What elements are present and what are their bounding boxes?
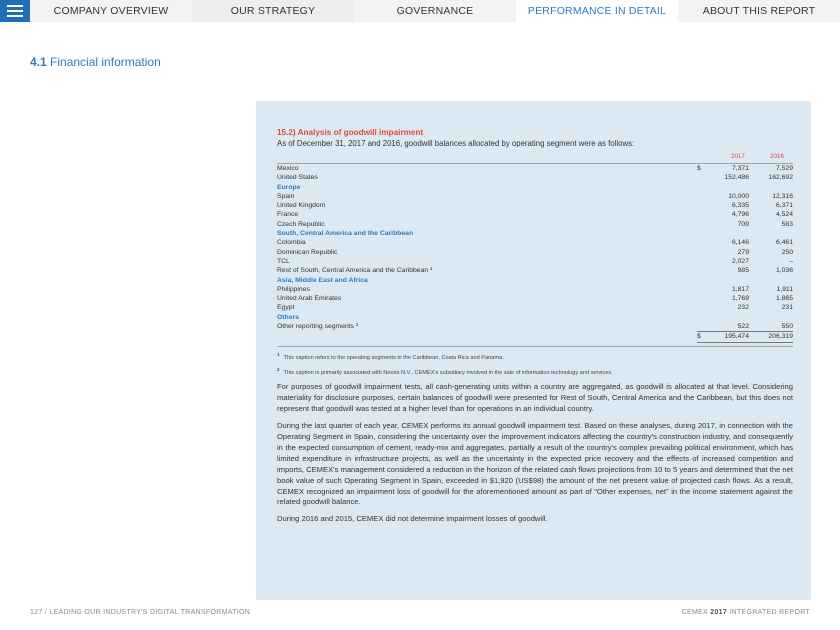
table-group-row	[277, 276, 793, 285]
currency-symbol	[697, 248, 713, 257]
value-2016: 162,692	[768, 174, 793, 182]
spacer	[749, 164, 757, 174]
row-label: Other reporting segments ²	[277, 323, 359, 331]
table-row	[277, 164, 793, 174]
table-row	[277, 257, 793, 266]
row-label: Dominican Republic	[277, 248, 338, 256]
year-2017-label: 2017	[731, 153, 745, 160]
table-row	[277, 303, 793, 312]
tab-company-overview[interactable]: COMPANY OVERVIEW	[30, 0, 192, 22]
currency-symbol	[697, 303, 713, 312]
section-title-text: Financial information	[50, 55, 161, 69]
body-paragraph: During 2016 and 2015, CEMEX did not determine impairment losses of goodwill.	[277, 514, 548, 524]
total-label-empty	[277, 332, 697, 342]
value-2017: 2,027	[731, 257, 749, 265]
table-row	[277, 201, 793, 210]
table-row	[277, 210, 793, 219]
spacer	[749, 294, 757, 303]
currency-symbol	[697, 173, 713, 182]
table-group-row	[277, 229, 793, 238]
table-row	[277, 285, 793, 294]
value-2017	[713, 183, 749, 192]
currency-symbol	[697, 201, 713, 210]
value-2016: 583	[781, 220, 793, 228]
currency-symbol	[697, 257, 713, 266]
spacer	[749, 238, 757, 247]
footnote	[277, 351, 793, 362]
value-2017: 1,817	[731, 285, 749, 293]
row-label: South, Central America and the Caribbean	[277, 230, 414, 238]
table-row	[277, 173, 793, 182]
value-2017: 6,146	[731, 239, 749, 247]
spacer	[749, 322, 757, 332]
currency-symbol	[697, 220, 713, 229]
row-label: Asia, Middle East and Africa	[277, 276, 368, 284]
value-2017: 279	[737, 248, 749, 256]
value-2017: 4,796	[731, 211, 749, 219]
value-2016: 1,036	[775, 267, 793, 275]
tab-performance-in-detail[interactable]: PERFORMANCE IN DETAIL	[516, 0, 678, 22]
currency-symbol	[697, 210, 713, 219]
table-row	[277, 238, 793, 247]
row-label: Europe	[277, 183, 301, 191]
tab-about-this-report[interactable]: ABOUT THIS REPORT	[678, 0, 840, 22]
spacer	[749, 220, 757, 229]
currency-symbol	[697, 266, 713, 275]
footer-brand: CEMEX	[681, 609, 709, 616]
footer-right	[682, 609, 810, 616]
total-currency: $	[697, 332, 713, 342]
currency-symbol	[697, 183, 713, 192]
value-2017: 1,769	[731, 295, 749, 303]
value-2017: 985	[737, 267, 749, 275]
value-2016: –	[789, 257, 793, 265]
table-row	[277, 322, 793, 332]
page-number: 127	[30, 609, 43, 616]
spacer	[749, 210, 757, 219]
section-title	[30, 55, 161, 69]
spacer	[749, 183, 757, 192]
row-label: Mexico	[277, 164, 697, 174]
footnote-text: This caption is primarily associated with Neoris N.V., CEMEX's subsidiary involved in the sale of information technology and services.	[283, 369, 613, 376]
spacer	[749, 303, 757, 312]
currency-symbol	[697, 229, 713, 238]
footer-report-name: INTEGRATED REPORT	[729, 609, 810, 616]
currency-symbol	[697, 294, 713, 303]
row-label: France	[277, 211, 299, 219]
hamburger-menu-icon[interactable]	[0, 0, 30, 22]
spacer	[749, 266, 757, 275]
footnote-divider	[277, 346, 793, 347]
value-2016	[757, 276, 793, 285]
year-header	[277, 152, 793, 163]
footer-separator: /	[44, 609, 48, 616]
currency-symbol	[697, 276, 713, 285]
value-2017: 709	[737, 220, 749, 228]
value-2016: 231	[781, 304, 793, 312]
note-intro: As of December 31, 2017 and 2016, goodwill balances allocated by operating segment were as follows:	[277, 139, 635, 148]
value-2017: 152,486	[724, 174, 749, 182]
total-2016: 206,319	[757, 332, 793, 342]
total-2017: 195,474	[713, 332, 749, 342]
row-label: TCL	[277, 257, 290, 265]
row-label: Rest of South, Central America and the Caribbean ¹	[277, 267, 433, 275]
footnote	[277, 366, 793, 377]
value-2016: 6,371	[775, 202, 793, 210]
spacer	[749, 276, 757, 285]
section-number: 4.1	[30, 55, 47, 69]
spacer	[749, 313, 757, 322]
value-2017	[713, 313, 749, 322]
value-2017: 6,335	[731, 202, 749, 210]
table-row	[277, 294, 793, 303]
spacer	[749, 257, 757, 266]
row-label: Colombia	[277, 239, 306, 247]
row-label: United Kingdom	[277, 202, 326, 210]
row-label: Czech Republic	[277, 220, 325, 228]
spacer	[749, 173, 757, 182]
value-2016: 6,461	[775, 239, 793, 247]
table-row	[277, 192, 793, 201]
spacer	[749, 332, 757, 342]
top-navigation	[0, 0, 840, 22]
value-2017: 7,371	[713, 164, 749, 174]
row-label: Spain	[277, 192, 295, 200]
spacer	[749, 229, 757, 238]
currency-symbol	[697, 322, 713, 332]
tab-governance[interactable]: GOVERNANCE	[354, 0, 516, 22]
value-2017: 232	[737, 304, 749, 312]
goodwill-table	[277, 163, 793, 343]
value-2016	[757, 229, 793, 238]
value-2016: 550	[781, 323, 793, 331]
spacer	[749, 201, 757, 210]
total-row	[277, 332, 793, 342]
goodwill-note	[277, 128, 793, 525]
footer-tagline: LEADING OUR INDUSTRY'S DIGITAL TRANSFORMATION	[49, 609, 251, 616]
spacer	[749, 248, 757, 257]
value-2016	[757, 183, 793, 192]
year-2016-label: 2016	[770, 153, 784, 160]
row-label: United States	[277, 174, 318, 182]
table-group-row	[277, 183, 793, 192]
table-row	[277, 248, 793, 257]
table-row	[277, 266, 793, 275]
footnotes	[277, 351, 793, 377]
row-label: Egypt	[277, 304, 295, 312]
value-2016: 4,524	[775, 211, 793, 219]
value-2017: 522	[737, 323, 749, 331]
currency-symbol	[697, 313, 713, 322]
table-group-row	[277, 313, 793, 322]
table-row	[277, 220, 793, 229]
footnote-mark: 2	[277, 366, 280, 372]
value-2016: 12,316	[772, 192, 793, 200]
value-2017: 10,000	[728, 192, 749, 200]
row-label: United Arab Emirates	[277, 295, 342, 303]
footer-year: 2017	[710, 609, 728, 616]
value-2016: 250	[781, 248, 793, 256]
body-paragraph: For purposes of goodwill impairment tests, all cash-generating units within a country are aggregated, as goodwill is allocated at that level. Considering materiality for disclosure purposes, certain balances of goodwill were presented for Rest of South, Central America and the Caribbean, but this does not represent that goodwill was tested at a higher level than for operations in an individual country.	[277, 382, 793, 414]
body-paragraphs	[277, 382, 793, 525]
currency-symbol	[697, 238, 713, 247]
currency-symbol: $	[697, 164, 713, 174]
value-2016	[757, 313, 793, 322]
tab-our-strategy[interactable]: OUR STRATEGY	[192, 0, 354, 22]
value-2017	[713, 229, 749, 238]
value-2016: 7,529	[757, 164, 793, 174]
value-2016: 1,865	[775, 295, 793, 303]
note-heading: 15.2) Analysis of goodwill impairment	[277, 128, 424, 137]
footnote-text: This caption refers to the operating segments in the Caribbean, Costa Rica and Panama.	[283, 354, 504, 361]
body-paragraph: During the last quarter of each year, CEMEX performs its annual goodwill impairment test. Based on these analyses, during 2017, in connection with the Operating Segment in Spain, considering the uncertainty over the improvement indicators affecting the country's construction industry, and consequently in the expected consumption of cement, ready-mix and aggregates, partially a result of the country's complex prevailing political environment, which has limited expenditure in infrastructure projects, as well as the uncertainty in the expected price recovery and the effects of increased competition and imports, CEMEX's management considered a reduction in the horizon of the related cash flows projections from 10 to 5 years and determined that the net book value of such Operating Segment in Spain, exceeded in $1,920 (US$98) the amount of the net present value of projected cash flows. As a result, CEMEX recognized an impairment loss of goodwill for the aforementioned amount as part of "Other expenses, net" in the income statement against the related goodwill balance.	[277, 421, 793, 507]
currency-symbol	[697, 285, 713, 294]
spacer	[749, 192, 757, 201]
row-label: Philippines	[277, 285, 310, 293]
value-2016: 1,911	[776, 285, 793, 293]
value-2017	[713, 276, 749, 285]
spacer	[749, 285, 757, 294]
footer-left	[30, 609, 250, 616]
footnote-mark: 1	[277, 351, 280, 357]
row-label: Others	[277, 313, 299, 321]
currency-symbol	[697, 192, 713, 201]
